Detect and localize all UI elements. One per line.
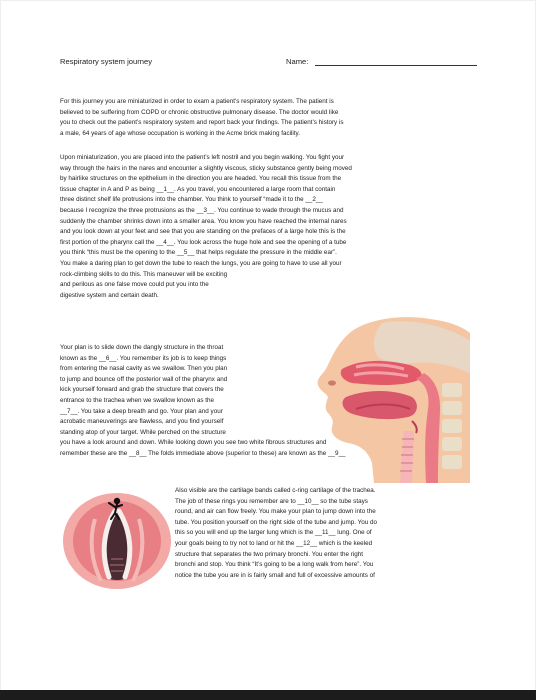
text-line: from entering the nasal cavity as we swallow. Then you plan xyxy=(60,365,228,373)
text-line: The job of these rings you remember are to __10__ so the tube stays xyxy=(175,497,368,505)
text-line: kick yourself forward and grab the structure that covers the xyxy=(60,386,224,394)
text-line: tissue chapter in A and P as being __1__. As you travel, you encountered a large room that contain xyxy=(60,185,336,193)
text-line: acrobatic maneuverings are flawless, and you find yourself xyxy=(60,418,224,426)
text-line: three distinct shelf life protrusions into the chamber. You think to yourself “made it to the __2__ xyxy=(60,196,323,204)
text-line: by hairlike structures on the epithelium in the direction you are headed. You recall this tissue from the xyxy=(60,175,342,183)
text-line: rock-climbing skills to do this. This maneuver will be exciting xyxy=(60,270,228,278)
larynx-vocal-folds-icon xyxy=(55,489,175,593)
text-line: you have a look around and down. While looking down you see two white fibrous structures and xyxy=(60,439,327,447)
text-line: a male, 64 years of age whose occupation is working in the Acme brick making facility. xyxy=(60,129,300,137)
head-airway-icon xyxy=(312,313,470,483)
worksheet-title: Respiratory system journey xyxy=(60,57,153,66)
text-line: tube. You position yourself on the right side of the tube and jump. You do xyxy=(175,518,378,526)
text-line: way through the hairs in the nares and encounter a slightly viscous, sticky substance gently being moved xyxy=(60,164,352,172)
pharynx-paragraph xyxy=(60,343,346,460)
text-line: to jump and bounce off the posterior wall of the pharynx and xyxy=(60,375,228,383)
text-line: round, and air can flow freely. You make your plan to jump down into the xyxy=(175,508,376,516)
text-line: first portion of the pharynx call the __4__. You look across the huge hole and see the opening of a tube xyxy=(60,238,347,246)
text-line: Also visible are the cartilage bands called c-ring cartilage of the trachea. xyxy=(175,487,376,494)
text-line: you to check out the patient’s respiratory system and report back your findings. The patient’s history is xyxy=(60,119,344,127)
text-line: your goals being to try not to land or hit the __12__ which is the keeled xyxy=(175,539,373,547)
text-line: __7__. You take a deep breath and go. Your plan and your xyxy=(60,407,223,415)
text-line: structure that separates the two primary bronchi. You enter the right xyxy=(175,550,363,558)
text-line: and perilous as one false move could put you into the xyxy=(60,281,209,289)
name-label: Name: xyxy=(286,57,309,66)
text-line: you think “this must be the opening to the __5__ that helps regulate the pressure in the middle ear”. xyxy=(60,249,337,257)
text-line: Upon miniaturization, you are placed into the patient’s left nostril and you begin walking. You fight your xyxy=(60,154,345,161)
name-field-line xyxy=(315,65,477,66)
text-line: this so you will end up the larger lung which is the __11__ lung. One of xyxy=(175,529,372,537)
text-line: remember these are the __8__ The folds immediate above (superior to these) are known as the __9__ xyxy=(60,449,346,457)
intro-paragraph xyxy=(60,97,344,139)
text-line: For this journey you are miniaturized in order to exam a patient’s respiratory system. The patient is xyxy=(60,98,334,105)
text-line: entrance to the trachea when we swallow known as the xyxy=(60,396,215,404)
bottom-edge-bar xyxy=(0,690,536,700)
text-line: bronchi and stop. You think “It’s going to be a long walk from here”. You xyxy=(175,561,374,569)
text-line: because I recognize the three protrusions as the __3__. You continue to wade through the mucus and xyxy=(60,206,344,214)
trachea-paragraph xyxy=(175,486,377,581)
text-line: digestive system and certain death. xyxy=(60,291,159,299)
text-line: Your plan is to slide down the dangly structure in the throat xyxy=(60,344,224,351)
text-line: and you look down at your feet and see that you are standing on the prefaces of a large hole this is the xyxy=(60,228,346,236)
text-line: known as the __6__. You remember its job is to keep things xyxy=(60,354,227,362)
text-line: suddenly the chamber shrinks down into a smaller area. You know you have reached the internal nares xyxy=(60,217,347,225)
text-line: You make a daring plan to get down the tube to reach the lungs, you are going to have to use all your xyxy=(60,259,342,267)
nasal-cavity-paragraph xyxy=(60,153,352,301)
text-line: notice the tube you are in is fairly small and full of excessive amounts of xyxy=(175,571,375,579)
text-line: standing atop of your target. While perched on the structure xyxy=(60,428,226,436)
text-line: believed to be suffering from COPD or chronic obstructive pulmonary disease. The doctor would like xyxy=(60,108,339,116)
